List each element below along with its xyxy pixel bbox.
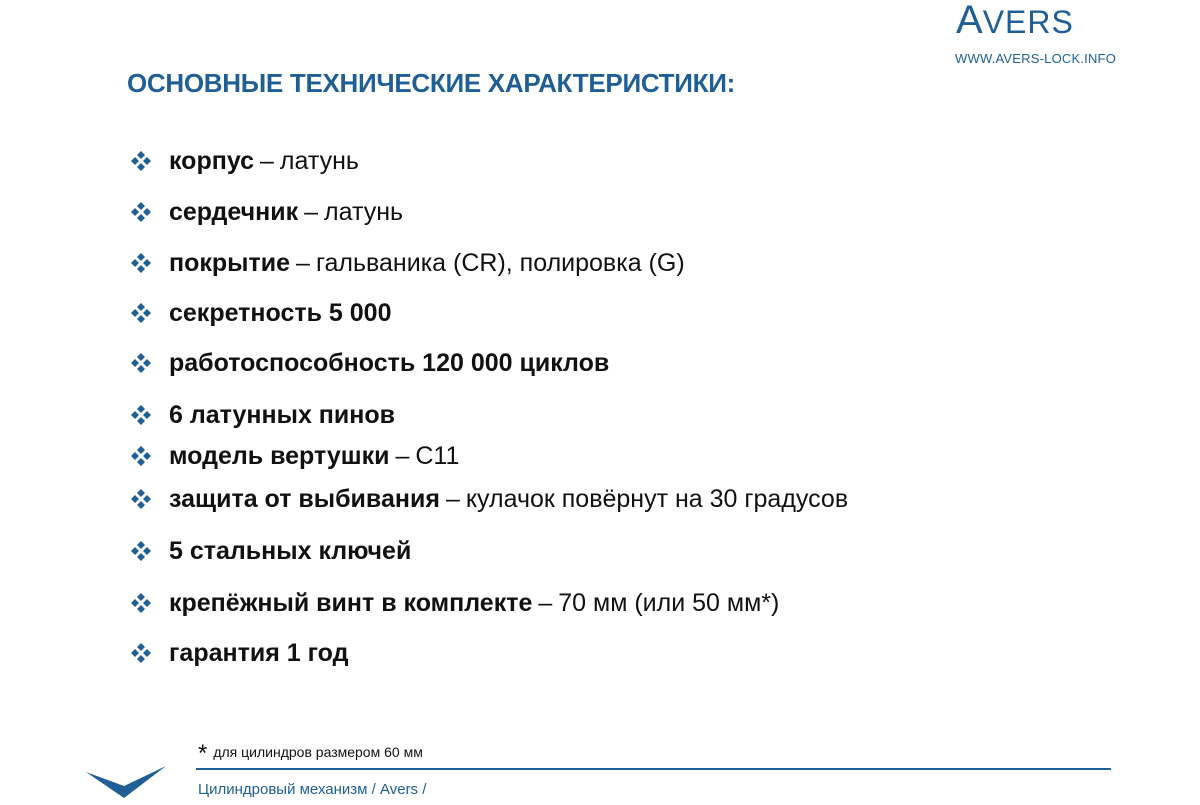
spec-item (130, 197, 403, 227)
spec-value: С11 (415, 442, 460, 470)
diamond-bullet-icon (130, 404, 152, 426)
diamond-bullet-icon (130, 201, 152, 223)
spec-value: латунь (324, 198, 404, 226)
spec-key: сердечник (169, 198, 299, 226)
diamond-bullet-icon (130, 352, 152, 374)
chevron-down-icon (86, 764, 168, 805)
diamond-bullet-icon (130, 302, 152, 324)
spec-key: гарантия 1 год (169, 639, 349, 667)
footnote-star: * (198, 740, 208, 767)
spec-separator: – (538, 589, 553, 617)
spec-key: 6 латунных пинов (169, 401, 396, 429)
footnote (198, 740, 423, 768)
diamond-bullet-icon (130, 445, 152, 467)
site-url: WWW.AVERS-LOCK.INFO (955, 51, 1117, 66)
spec-value: гальваника (CR), полировка (G) (315, 249, 685, 277)
spec-item (130, 588, 779, 618)
diamond-bullet-icon (130, 642, 152, 664)
spec-separator: – (395, 442, 410, 470)
spec-key: 5 стальных ключей (169, 537, 412, 565)
logo-initial: A (956, 0, 983, 42)
footnote-text: для цилиндров размером 60 мм (213, 744, 423, 760)
spec-key: секретность 5 000 (169, 299, 392, 327)
diamond-bullet-icon (130, 540, 152, 562)
spec-item (130, 536, 411, 566)
spec-item (130, 348, 609, 378)
spec-item (130, 441, 459, 471)
spec-key: крепёжный винт в комплекте (169, 589, 533, 617)
spec-item (130, 638, 348, 668)
spec-key: работоспособность 120 000 циклов (169, 349, 610, 377)
spec-item (130, 298, 391, 328)
spec-item (130, 146, 359, 176)
spec-separator: – (260, 147, 274, 175)
spec-separator: – (304, 198, 319, 226)
footer-caption: Цилиндровый механизм / Avers / (198, 781, 427, 798)
page-title: ОСНОВНЫЕ ТЕХНИЧЕСКИЕ ХАРАКТЕРИСТИКИ: (127, 68, 735, 98)
diamond-bullet-icon (130, 252, 152, 274)
footer-divider (196, 768, 1111, 770)
spec-value: кулачок повёрнут на 30 градусов (465, 485, 849, 513)
spec-value: 70 мм (или 50 мм*) (558, 589, 780, 617)
avers-logo (956, 0, 1074, 40)
diamond-bullet-icon (130, 592, 152, 614)
spec-item (130, 484, 848, 514)
spec-item (130, 248, 685, 278)
spec-value: латунь (279, 147, 359, 175)
spec-item (130, 400, 395, 430)
spec-key: защита от выбивания (169, 485, 440, 513)
spec-separator: – (296, 249, 310, 277)
spec-key: корпус (169, 147, 255, 175)
spec-key: покрытие (169, 249, 291, 277)
diamond-bullet-icon (130, 150, 152, 172)
diamond-bullet-icon (130, 488, 152, 510)
spec-separator: – (445, 485, 460, 513)
spec-key: модель вертушки (169, 442, 390, 470)
logo-rest: VERS (982, 4, 1074, 40)
